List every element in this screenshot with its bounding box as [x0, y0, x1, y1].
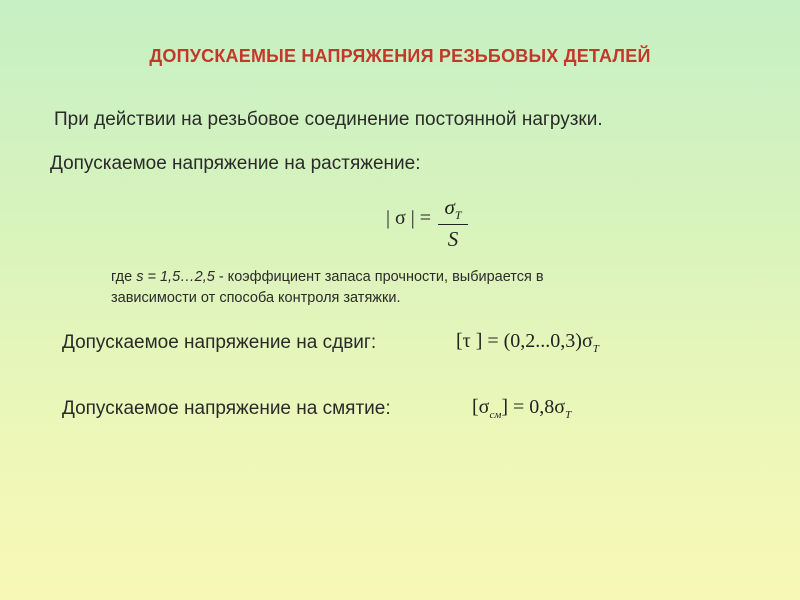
fraction-bar [438, 224, 468, 225]
bearing-formula [472, 396, 571, 421]
note-s-value: s = 1,5…2,5 [136, 269, 215, 285]
shear-formula-main: [τ ] = (0,2...0,3)σ [456, 330, 593, 352]
tension-formula-denominator: S [447, 227, 459, 252]
shear-label: Допускаемое напряжение на сдвиг: [62, 332, 377, 353]
bearing-label: Допускаемое напряжение на смятие: [62, 398, 391, 419]
note-line2: зависимости от способа контроля затяжки. [111, 290, 401, 306]
bearing-formula-open: [σ [472, 396, 490, 418]
note-prefix: где [111, 269, 133, 285]
slide-title: ДОПУСКАЕМЫЕ НАПРЯЖЕНИЯ РЕЗЬБОВЫХ ДЕТАЛЕЙ [149, 46, 651, 66]
tension-formula-lhs: | σ | = [386, 207, 432, 229]
tension-formula-numerator: $\sigma_T$ [444, 195, 462, 223]
bearing-formula-open-sub: см [489, 409, 502, 421]
bearing-formula-sub: T [565, 409, 572, 421]
bearing-formula-rest: ] = 0,8σ [501, 396, 566, 418]
shear-formula [456, 330, 599, 355]
safety-factor-note [111, 267, 544, 309]
tension-formula-fraction [438, 195, 468, 252]
shear-formula-sub: T [592, 343, 599, 355]
note-rest-line1: - коэффициент запаса прочности, выбирается в [214, 269, 544, 285]
tension-label: Допускаемое напряжение на растяжение: [50, 153, 421, 174]
intro-text: При действии на резьбовое соединение постоянной нагрузки. [54, 109, 603, 130]
